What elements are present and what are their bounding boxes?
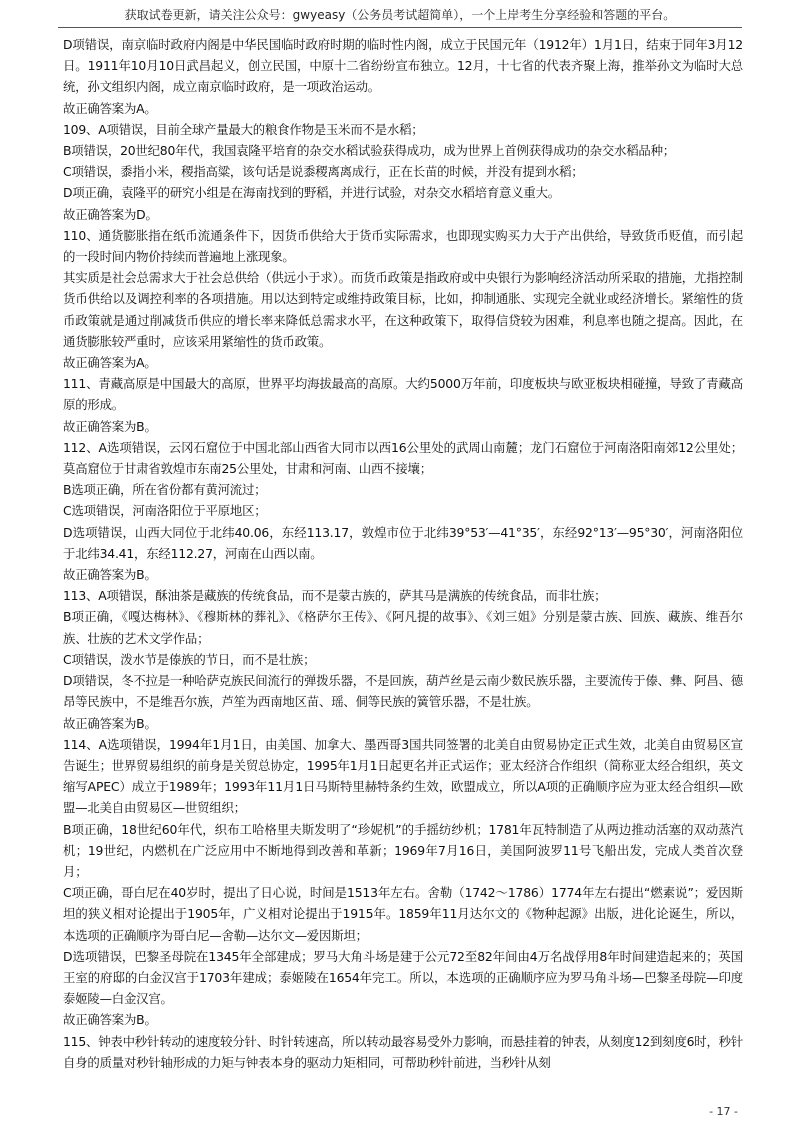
question-115: 115、钟表中秒针转动的速度较分针、时针转速高，所以转动最容易受外力影响，而悬挂着的钟表，从刻度12到刻度6时，秒针自身的质量对秒针轴形成的力矩与钟表本身的驱动力矩相同，可帮助秒针前进，当秒针从刻 xyxy=(63,1033,744,1070)
page-number: - 17 - xyxy=(709,1105,738,1118)
answer-line: 故正确答案为A。 xyxy=(63,100,157,116)
page-header: 获取试卷更新，请关注公众号：gwyeasy（公务员考试超简单），一个上岸考生分享经验和答题的平台。 xyxy=(124,8,676,22)
paragraph: C选项错误，河南洛阳位于平原地区； xyxy=(63,503,267,519)
paragraph: D项错误，南京临时政府内阁是中华民国临时政府时期的临时性内阁，成立于民国元年（1912年）1月1日，结束于同年3月12日。1911年10月10日武昌起义，创立民国，中原十二省纷纷宣布独立。12月，十七省的代表齐聚上海，推举孙文为临时大总统，孙文组织内阁，成立南京临时政府，是一项政治运动。 xyxy=(63,37,743,95)
question-113: 113、A项错误，酥油茶是藏族的传统食品，而不是蒙古族的，萨其马是满族的传统食品，而非壮族； xyxy=(63,588,607,604)
paragraph: C项错误，黍指小米，稷指高粱，该句话是说黍稷离离成行，正在长苗的时候，并没有提到水稻； xyxy=(63,164,584,180)
answer-line: 故正确答案为B。 xyxy=(63,715,157,731)
question-111: 111、青藏高原是中国最大的高原，世界平均海拔最高的高原。大约5000万年前，印度板块与欧亚板块相碰撞，导致了青藏高原的形成。 xyxy=(63,376,743,413)
paragraph: B项正确，《嘎达梅林》、《穆斯林的葬礼》、《格萨尔王传》、《阿凡提的故事》、《刘三姐》分别是蒙古族、回族、藏族、维吾尔族、壮族的艺术文学作品； xyxy=(63,609,743,646)
paragraph: D选项错误，巴黎圣母院在1345年全部建成；罗马大角斗场是建于公元72至82年间由4万名战俘用8年时间建造起来的；英国王室的府邸的白金汉宫于1703年建成；泰姬陵在1654年完工。所以，本选项的正确顺序应为罗马角斗场—巴黎圣母院—印度泰姬陵—白金汉宫。 xyxy=(63,948,743,1007)
paragraph: C项正确，哥白尼在40岁时，提出了日心说，时间是1513年左右。舍勒（1742～1786）1774年左右提出“燃素说”；爱因斯坦的狭义相对论提出于1905年，广义相对论提出于1915年。1859年11月达尔文的《物种起源》出版，进化论诞生，所以，本选项的正确顺序为哥白尼—舍勒—达尔文—爱因斯坦； xyxy=(63,885,743,943)
paragraph: C项错误，泼水节是傣族的节日，而不是壮族； xyxy=(63,651,316,667)
document-body xyxy=(63,34,743,1073)
answer-line: 故正确答案为B。 xyxy=(63,1012,157,1028)
question-109: 109、A项错误，目前全球产量最大的粮食作物是玉米而不是水稻； xyxy=(63,121,424,137)
paragraph: B项错误，20世纪80年代，我国袁隆平培育的杂交水稻试验获得成功，成为世界上首例获得成功的杂交水稻品种； xyxy=(63,143,675,159)
answer-line: 故正确答案为D。 xyxy=(63,206,158,222)
paragraph: B选项正确，所在省份都有黄河流过； xyxy=(63,482,267,498)
answer-line: 故正确答案为B。 xyxy=(63,567,157,583)
answer-line: 故正确答案为B。 xyxy=(63,418,157,434)
paragraph: D项错误，冬不拉是一种哈萨克族民间流行的弹拨乐器，不是回族，葫芦丝是云南少数民族乐器，主要流传于傣、彝、阿昌、德昂等民族中，不是维吾尔族，芦笙为西南地区苗、瑶、侗等民族的簧管乐器，不是壮族。 xyxy=(63,673,743,710)
question-112: 112、A选项错误，云冈石窟位于中国北部山西省大同市以西16公里处的武周山南麓；龙门石窟位于河南洛阳南郊12公里处；莫高窟位于甘肃省敦煌市东南25公里处，甘肃和河南、山西不接壤； xyxy=(63,439,743,477)
answer-line: 故正确答案为A。 xyxy=(63,355,157,371)
paragraph: B项正确，18世纪60年代，织布工哈格里夫斯发明了“珍妮机”的手摇纺纱机；1781年瓦特制造了从两边推动活塞的双动蒸汽机；19世纪，内燃机在广泛应用中不断地得到改善和革新；1969年7月16日，美国阿波罗11号飞船出发，完成人类首次登月； xyxy=(63,821,743,879)
question-110: 110、通货膨胀指在纸币流通条件下，因货币供给大于货币实际需求，也即现实购买力大于产出供给，导致货币贬值，而引起的一段时间内物价持续而普遍地上涨现象。 xyxy=(63,227,743,265)
paragraph: D选项错误，山西大同位于北纬40.06，东经113.17，敦煌市位于北纬39°53′—41°35′，东经92°13′—95°30′，河南洛阳位于北纬34.41，东经112.27，河南在山西以南。 xyxy=(63,524,743,561)
header-divider xyxy=(58,27,742,28)
paragraph: 其实质是社会总需求大于社会总供给（供远小于求）。而货币政策是指政府或中央银行为影响经济活动所采取的措施，尤指控制货币供给以及调控利率的各项措施。用以达到特定或维持政策目标，比如，抑制通胀、实现完全就业或经济增长。紧缩性的货币政策就是通过削减货币供应的增长率来降低总需求水平，在这种政策下，取得信贷较为困难，利息率也随之提高。因此，在通货膨胀较严重时，应该采用紧缩性的货币政策。 xyxy=(63,270,743,349)
paragraph: D项正确，袁隆平的研究小组是在海南找到的野稻，并进行试验，对杂交水稻培育意义重大。 xyxy=(63,185,560,201)
question-114: 114、A选项错误，1994年1月1日，由美国、加拿大、墨西哥3国共同签署的北美自由贸易协定正式生效，北美自由贸易区宣告诞生；世界贸易组织的前身是关贸总协定，1995年1月1日起更名并正式运作；亚太经济合作组织（简称亚太经合组织，英文缩写APEC）成立于1989年；1993年11月1日马斯特里赫特条约生效，欧盟成立，所以A项的正确顺序应为亚太经合组织—欧盟—北美自由贸易区—世贸组织； xyxy=(63,736,744,816)
